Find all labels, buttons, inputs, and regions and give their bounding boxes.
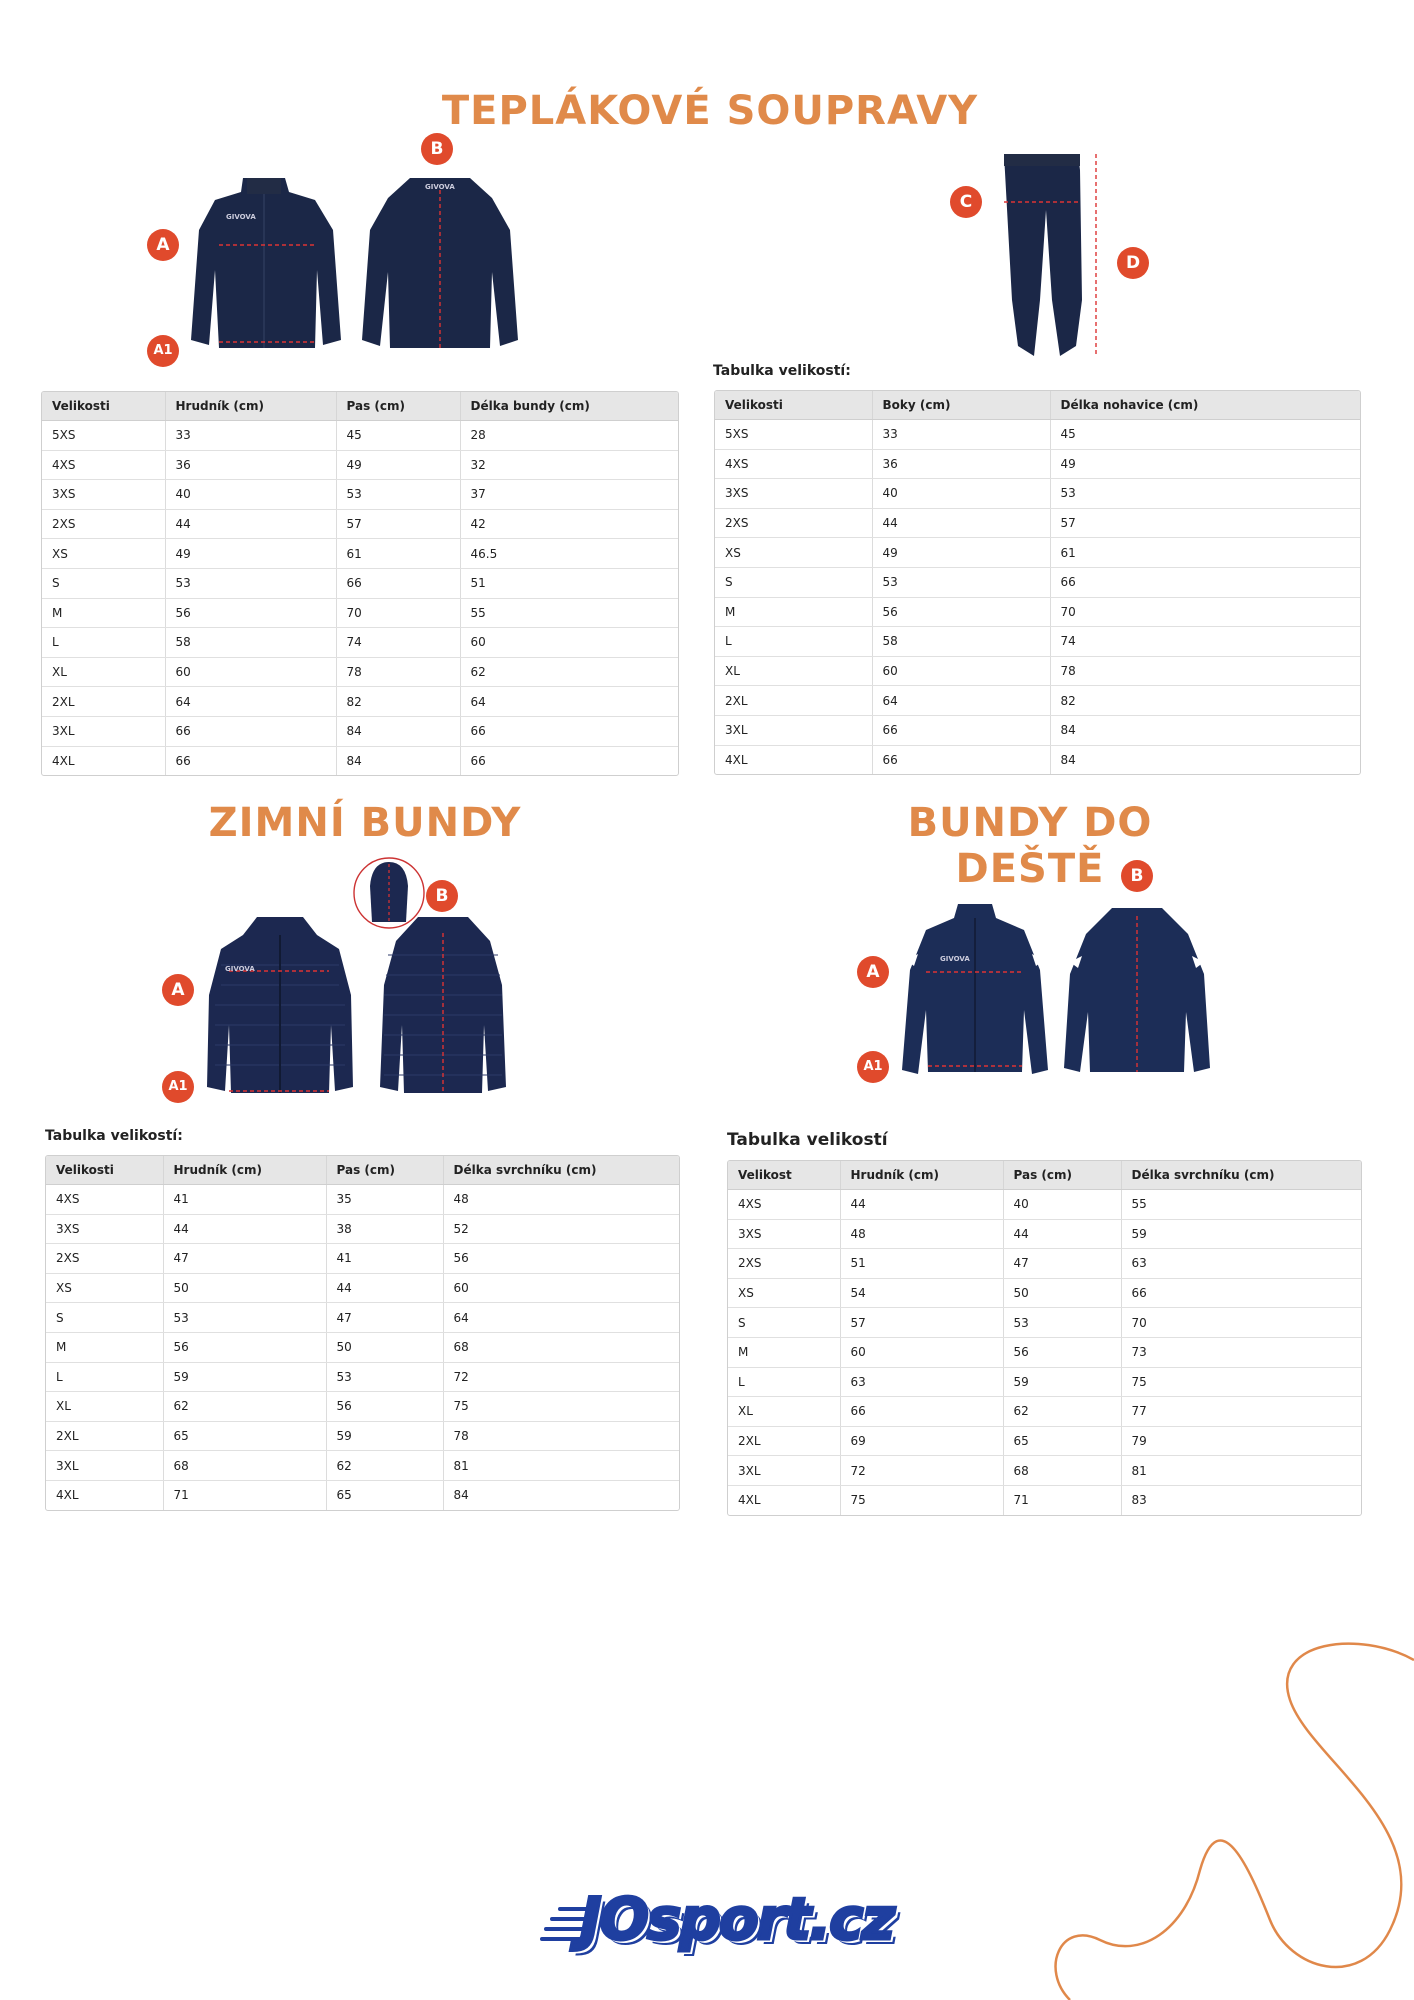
table-cell: 75 xyxy=(443,1392,679,1422)
table-cell: 56 xyxy=(1003,1337,1121,1367)
column-header: Hrudník (cm) xyxy=(840,1161,1003,1190)
table-row xyxy=(42,716,678,746)
table-cell: 44 xyxy=(872,508,1050,538)
tracksuit-jacket-front-image xyxy=(185,170,345,360)
table-cell: 40 xyxy=(165,480,336,510)
table-cell: 68 xyxy=(1003,1456,1121,1486)
table-cell: 64 xyxy=(872,686,1050,716)
table-cell: 49 xyxy=(1050,449,1360,479)
table-cell: 68 xyxy=(163,1451,326,1481)
table-cell: L xyxy=(46,1362,163,1392)
table-row xyxy=(42,657,678,687)
table-cell: 54 xyxy=(840,1278,1003,1308)
column-header: Velikosti xyxy=(46,1156,163,1185)
table-cell: 3XL xyxy=(715,715,872,745)
measure-badge-d: D xyxy=(1117,247,1149,279)
table-cell: 59 xyxy=(1003,1367,1121,1397)
table-cell: 44 xyxy=(1003,1219,1121,1249)
table-row xyxy=(42,539,678,569)
table-cell: 49 xyxy=(336,450,460,480)
column-header: Pas (cm) xyxy=(336,392,460,421)
table-row xyxy=(46,1451,679,1481)
rain-jacket-front-image xyxy=(900,900,1050,1078)
table-row xyxy=(728,1278,1361,1308)
table-cell: 56 xyxy=(443,1244,679,1274)
decorative-curve xyxy=(1020,1640,1414,2000)
table-row xyxy=(46,1185,679,1215)
table-cell: 77 xyxy=(1121,1397,1361,1427)
table-cell: 35 xyxy=(326,1185,443,1215)
table-row xyxy=(728,1397,1361,1427)
table-cell: 60 xyxy=(872,656,1050,686)
table-cell: M xyxy=(715,597,872,627)
table-cell: 3XL xyxy=(42,716,165,746)
table-cell: 48 xyxy=(840,1219,1003,1249)
table-cell: 59 xyxy=(326,1421,443,1451)
table-row xyxy=(728,1367,1361,1397)
table-cell: 37 xyxy=(460,480,678,510)
tracksuit-jacket-back-image xyxy=(360,172,520,360)
winter-table-caption: Tabulka velikostí: xyxy=(45,1128,183,1144)
column-header: Hrudník (cm) xyxy=(163,1156,326,1185)
table-row xyxy=(715,567,1360,597)
table-cell: 55 xyxy=(460,598,678,628)
table-cell: 47 xyxy=(163,1244,326,1274)
table-cell: 3XS xyxy=(46,1214,163,1244)
table-row xyxy=(46,1362,679,1392)
table-cell: 66 xyxy=(872,745,1050,774)
table-cell: 55 xyxy=(1121,1190,1361,1220)
table-row xyxy=(46,1303,679,1333)
column-header: Délka svrchníku (cm) xyxy=(443,1156,679,1185)
measure-badge-b: B xyxy=(421,133,453,165)
column-header: Velikosti xyxy=(715,391,872,420)
table-cell: L xyxy=(728,1367,840,1397)
table-cell: 79 xyxy=(1121,1426,1361,1456)
measure-badge-a: A xyxy=(162,974,194,1006)
table-cell: 49 xyxy=(872,538,1050,568)
table-cell: 57 xyxy=(840,1308,1003,1338)
table-cell: 2XL xyxy=(46,1421,163,1451)
table-cell: L xyxy=(715,627,872,657)
table-cell: 51 xyxy=(460,568,678,598)
table-cell: 4XL xyxy=(728,1485,840,1514)
table-cell: 5XS xyxy=(42,421,165,451)
table-row xyxy=(715,715,1360,745)
table-row xyxy=(728,1456,1361,1486)
table-cell: 66 xyxy=(165,716,336,746)
table-cell: 3XS xyxy=(715,479,872,509)
table-cell: 56 xyxy=(165,598,336,628)
table-cell: 62 xyxy=(460,657,678,687)
table-row xyxy=(46,1244,679,1274)
table-cell: M xyxy=(728,1337,840,1367)
table-cell: S xyxy=(46,1303,163,1333)
table-cell: 65 xyxy=(326,1480,443,1509)
table-cell: 62 xyxy=(163,1392,326,1422)
table-cell: 53 xyxy=(1003,1308,1121,1338)
table-cell: XL xyxy=(42,657,165,687)
logo-text: JOsport.cz xyxy=(580,1885,894,1953)
table-cell: 53 xyxy=(165,568,336,598)
table-cell: 2XS xyxy=(728,1249,840,1279)
table-cell: 64 xyxy=(165,687,336,717)
table-row xyxy=(42,450,678,480)
table-cell: 44 xyxy=(165,509,336,539)
column-header: Velikosti xyxy=(42,392,165,421)
winter-jacket-back-image xyxy=(378,915,508,1095)
table-cell: 63 xyxy=(1121,1249,1361,1279)
table-cell: XS xyxy=(42,539,165,569)
table-cell: 73 xyxy=(1121,1337,1361,1367)
measure-badge-b: B xyxy=(1121,860,1153,892)
table-cell: 3XL xyxy=(46,1451,163,1481)
garment-brand-label: GIVOVA xyxy=(225,965,255,973)
table-cell: 32 xyxy=(460,450,678,480)
table-cell: 70 xyxy=(1050,597,1360,627)
table-cell: 70 xyxy=(1121,1308,1361,1338)
table-row xyxy=(42,509,678,539)
table-cell: 50 xyxy=(326,1332,443,1362)
column-header: Délka svrchníku (cm) xyxy=(1121,1161,1361,1190)
table-row xyxy=(728,1337,1361,1367)
table-cell: 71 xyxy=(1003,1485,1121,1514)
table-row xyxy=(42,598,678,628)
table-row xyxy=(715,420,1360,450)
table-row xyxy=(42,746,678,775)
table-cell: 53 xyxy=(336,480,460,510)
winter-jacket-size-table xyxy=(45,1155,680,1511)
garment-brand-label: GIVOVA xyxy=(425,183,455,191)
column-header: Velikost xyxy=(728,1161,840,1190)
table-row xyxy=(42,628,678,658)
table-cell: 60 xyxy=(840,1337,1003,1367)
table-cell: 44 xyxy=(840,1190,1003,1220)
table-row xyxy=(715,745,1360,774)
table-cell: 56 xyxy=(163,1332,326,1362)
measure-badge-a: A xyxy=(857,956,889,988)
tracksuit-pants-image xyxy=(990,150,1110,362)
table-cell: L xyxy=(42,628,165,658)
table-cell: 53 xyxy=(326,1362,443,1392)
table-row xyxy=(715,508,1360,538)
garment-brand-label: GIVOVA xyxy=(226,213,256,221)
table-cell: 61 xyxy=(1050,538,1360,568)
table-row xyxy=(715,538,1360,568)
section-title-winter: ZIMNÍ BUNDY xyxy=(208,800,522,846)
table-cell: XS xyxy=(728,1278,840,1308)
table-cell: S xyxy=(42,568,165,598)
table-cell: 69 xyxy=(840,1426,1003,1456)
table-cell: 66 xyxy=(1050,567,1360,597)
table-row xyxy=(46,1480,679,1509)
table-row xyxy=(728,1190,1361,1220)
table-cell: 84 xyxy=(453,1488,469,1503)
table-row xyxy=(42,480,678,510)
table-cell: 82 xyxy=(1050,686,1360,716)
table-cell: 62 xyxy=(1003,1397,1121,1427)
column-header: Pas (cm) xyxy=(326,1156,443,1185)
table-cell: 75 xyxy=(1121,1367,1361,1397)
table-cell: 4XS xyxy=(728,1190,840,1220)
column-header: Hrudník (cm) xyxy=(165,392,336,421)
table-row xyxy=(46,1332,679,1362)
tracksuit-pants-size-table xyxy=(714,390,1361,775)
table-cell: 84 xyxy=(336,716,460,746)
table-cell: 53 xyxy=(872,567,1050,597)
rain-table-caption: Tabulka velikostí xyxy=(727,1130,888,1150)
table-cell: 78 xyxy=(336,657,460,687)
table-cell: 72 xyxy=(840,1456,1003,1486)
table-row xyxy=(715,656,1360,686)
table-cell: 65 xyxy=(163,1421,326,1451)
table-cell: 3XS xyxy=(42,480,165,510)
table-cell: 4XL xyxy=(715,745,872,774)
table-cell: 2XS xyxy=(715,508,872,538)
table-cell: 41 xyxy=(163,1185,326,1215)
table-row xyxy=(728,1249,1361,1279)
pants-table-caption: Tabulka velikostí: xyxy=(713,363,851,379)
table-cell: 56 xyxy=(326,1392,443,1422)
table-cell: 4XS xyxy=(42,450,165,480)
table-cell: 60 xyxy=(443,1273,679,1303)
table-row xyxy=(715,597,1360,627)
table-cell: 81 xyxy=(443,1451,679,1481)
jdsport-logo xyxy=(540,1885,894,1955)
table-cell: 28 xyxy=(460,421,678,451)
table-cell: 70 xyxy=(336,598,460,628)
table-cell: XS xyxy=(46,1273,163,1303)
winter-jacket-front-image xyxy=(205,915,355,1095)
table-row xyxy=(715,449,1360,479)
table-cell: 2XL xyxy=(715,686,872,716)
table-cell: 78 xyxy=(443,1421,679,1451)
table-row xyxy=(715,627,1360,657)
table-cell: 2XS xyxy=(42,509,165,539)
table-cell: XS xyxy=(715,538,872,568)
column-header: Pas (cm) xyxy=(1003,1161,1121,1190)
table-cell: 47 xyxy=(1003,1249,1121,1279)
table-cell: 51 xyxy=(840,1249,1003,1279)
table-row xyxy=(715,479,1360,509)
table-cell: 36 xyxy=(165,450,336,480)
table-cell: 58 xyxy=(872,627,1050,657)
table-cell: 59 xyxy=(163,1362,326,1392)
table-cell: 66 xyxy=(336,568,460,598)
table-cell: 40 xyxy=(1003,1190,1121,1220)
table-row xyxy=(46,1214,679,1244)
table-cell: 44 xyxy=(163,1214,326,1244)
table-cell: 62 xyxy=(326,1451,443,1481)
table-cell: 4XL xyxy=(42,746,165,775)
table-cell: 66 xyxy=(165,746,336,775)
table-cell: 4XL xyxy=(46,1480,163,1509)
table-cell: 66 xyxy=(872,715,1050,745)
table-cell: 42 xyxy=(460,509,678,539)
table-row xyxy=(42,421,678,451)
table-cell: 53 xyxy=(1050,479,1360,509)
table-cell: 45 xyxy=(1050,420,1360,450)
table-cell: 75 xyxy=(840,1485,1003,1514)
table-cell: 66 xyxy=(840,1397,1003,1427)
section-title-tracksuits: TEPLÁKOVÉ SOUPRAVY xyxy=(441,88,979,134)
table-cell: 52 xyxy=(443,1214,679,1244)
table-cell: XL xyxy=(715,656,872,686)
table-cell: 84 xyxy=(1060,752,1076,767)
table-cell: 33 xyxy=(872,420,1050,450)
table-cell: 58 xyxy=(165,628,336,658)
table-cell: 45 xyxy=(336,421,460,451)
table-cell: 2XS xyxy=(46,1244,163,1274)
table-cell: 57 xyxy=(336,509,460,539)
table-cell: 33 xyxy=(165,421,336,451)
table-cell: 74 xyxy=(1050,627,1360,657)
table-cell: 4XS xyxy=(715,449,872,479)
table-cell: 81 xyxy=(1121,1456,1361,1486)
table-cell: 66 xyxy=(460,716,678,746)
table-cell: 61 xyxy=(336,539,460,569)
table-cell: 74 xyxy=(336,628,460,658)
table-cell: 64 xyxy=(443,1303,679,1333)
table-row xyxy=(46,1392,679,1422)
table-cell: 68 xyxy=(443,1332,679,1362)
tracksuit-jacket-size-table xyxy=(41,391,679,776)
table-cell: 84 xyxy=(336,746,460,775)
table-cell: 60 xyxy=(165,657,336,687)
table-cell: 41 xyxy=(326,1244,443,1274)
table-cell: XL xyxy=(728,1397,840,1427)
table-cell: 50 xyxy=(163,1273,326,1303)
table-cell: 2XL xyxy=(728,1426,840,1456)
table-cell: 48 xyxy=(443,1185,679,1215)
table-row xyxy=(728,1219,1361,1249)
table-cell: 78 xyxy=(1050,656,1360,686)
table-cell: XL xyxy=(46,1392,163,1422)
table-cell: 83 xyxy=(1131,1493,1147,1508)
section-title-rain: BUNDY DO DEŠTĚ xyxy=(907,800,1153,892)
table-cell: 66 xyxy=(470,753,486,768)
table-cell: 3XL xyxy=(728,1456,840,1486)
table-cell: 60 xyxy=(460,628,678,658)
table-row xyxy=(728,1485,1361,1514)
table-cell: 40 xyxy=(872,479,1050,509)
rain-jacket-back-image xyxy=(1062,904,1212,1076)
rain-jacket-size-table xyxy=(727,1160,1362,1516)
table-row xyxy=(728,1308,1361,1338)
table-cell: 36 xyxy=(872,449,1050,479)
table-cell: 71 xyxy=(163,1480,326,1509)
table-cell: 47 xyxy=(326,1303,443,1333)
table-cell: 82 xyxy=(336,687,460,717)
table-row xyxy=(46,1421,679,1451)
table-cell: 50 xyxy=(1003,1278,1121,1308)
table-cell: 4XS xyxy=(46,1185,163,1215)
measure-badge-c: C xyxy=(950,186,982,218)
table-row xyxy=(42,568,678,598)
table-cell: 63 xyxy=(840,1367,1003,1397)
winter-hood-detail-image xyxy=(352,856,426,930)
table-cell: 66 xyxy=(1121,1278,1361,1308)
table-row xyxy=(715,686,1360,716)
table-cell: S xyxy=(715,567,872,597)
measure-badge-a1: A1 xyxy=(857,1051,889,1083)
table-cell: 5XS xyxy=(715,420,872,450)
table-cell: 46.5 xyxy=(460,539,678,569)
table-cell: 49 xyxy=(165,539,336,569)
garment-brand-label: GIVOVA xyxy=(940,955,970,963)
table-cell: 44 xyxy=(326,1273,443,1303)
table-cell: 72 xyxy=(443,1362,679,1392)
measure-badge-a1: A1 xyxy=(162,1071,194,1103)
table-row xyxy=(728,1426,1361,1456)
table-cell: 84 xyxy=(1050,715,1360,745)
table-cell: S xyxy=(728,1308,840,1338)
measure-badge-b: B xyxy=(426,880,458,912)
table-cell: 2XL xyxy=(42,687,165,717)
table-cell: 38 xyxy=(326,1214,443,1244)
table-row xyxy=(46,1273,679,1303)
table-cell: 53 xyxy=(163,1303,326,1333)
table-row xyxy=(42,687,678,717)
table-cell: 64 xyxy=(460,687,678,717)
table-cell: 65 xyxy=(1003,1426,1121,1456)
column-header: Délka nohavice (cm) xyxy=(1050,391,1360,420)
table-cell: 59 xyxy=(1121,1219,1361,1249)
table-cell: 3XS xyxy=(728,1219,840,1249)
table-cell: 57 xyxy=(1050,508,1360,538)
column-header: Délka bundy (cm) xyxy=(460,392,678,421)
measure-badge-a: A xyxy=(147,229,179,261)
table-cell: 56 xyxy=(872,597,1050,627)
column-header: Boky (cm) xyxy=(872,391,1050,420)
table-cell: M xyxy=(46,1332,163,1362)
measure-badge-a1: A1 xyxy=(147,335,179,367)
table-cell: M xyxy=(42,598,165,628)
